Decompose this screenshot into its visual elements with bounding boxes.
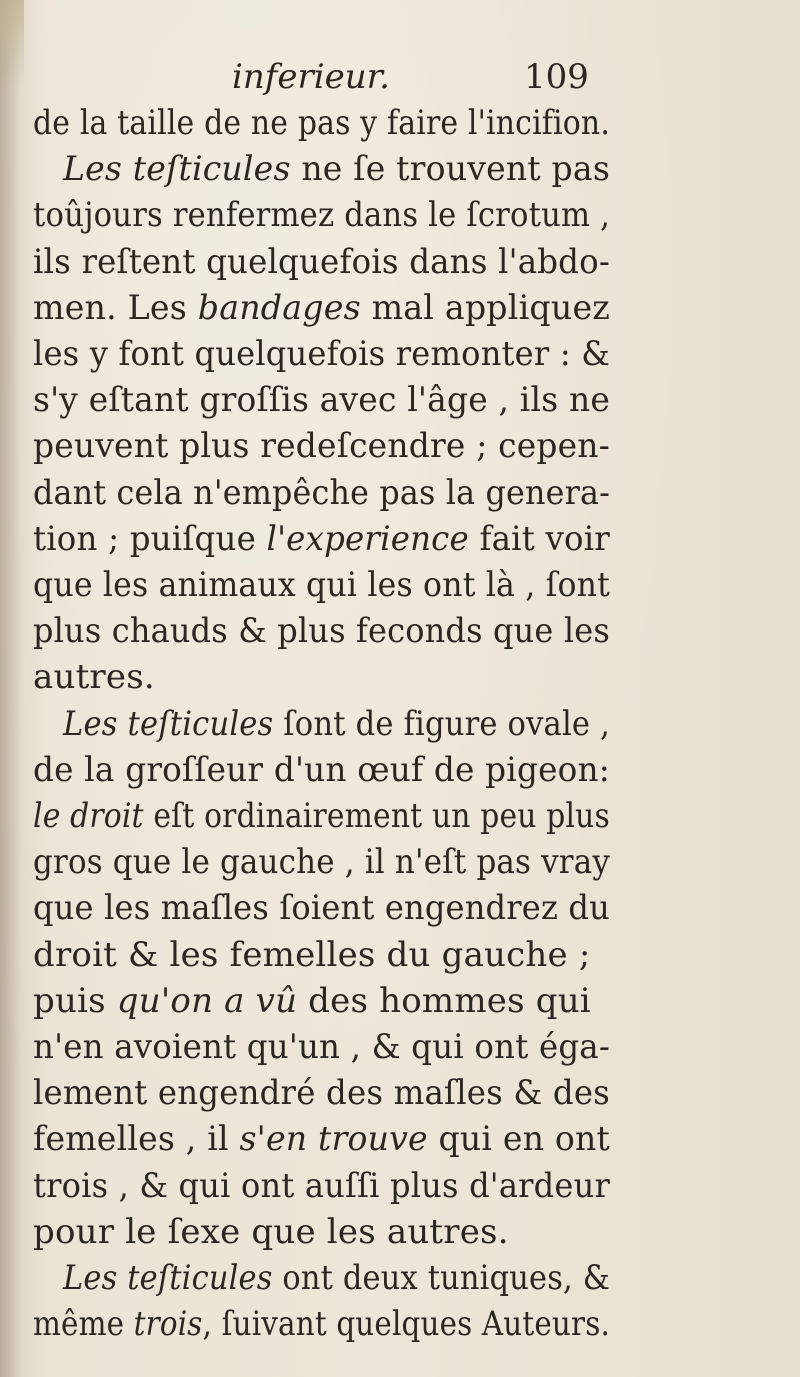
- text-line: [33, 377, 610, 423]
- text-line: [63, 146, 610, 192]
- text-segment: de la groſſeur d'un œuf de pigeon:: [33, 749, 610, 790]
- text-segment: tion ; puiſque: [33, 518, 267, 559]
- italic-text: Les teſticules: [63, 1258, 273, 1298]
- text-segment: ſont de figure ovale ,: [273, 703, 610, 744]
- text-line: [33, 1301, 610, 1347]
- text-line: [33, 423, 610, 469]
- spine-shadow: [0, 0, 22, 1377]
- text-segment: ils reſtent quelquefois dans l'abdo-: [33, 241, 610, 282]
- text-segment: ne ſe trouvent pas: [290, 149, 611, 190]
- text-segment: n'en avoient qu'un , & qui ont éga-: [33, 1027, 611, 1067]
- text-segment: peuvent plus redeſcendre ; cepen-: [33, 426, 610, 467]
- italic-text: qu'on a vû: [116, 980, 298, 1021]
- page-number: 109: [524, 57, 589, 97]
- text-line: [33, 839, 610, 885]
- text-line: [33, 239, 610, 285]
- text-segment: trois , & qui ont auſſi plus d'ardeur: [33, 1165, 610, 1206]
- text-segment: qui en ont: [427, 1119, 610, 1160]
- running-head: inferieur.: [232, 57, 390, 97]
- text-segment: puis: [33, 980, 117, 1021]
- text-segment: eſt ordinairement un peu plus: [143, 796, 610, 836]
- text-line: [33, 793, 610, 839]
- text-segment: même: [33, 1304, 134, 1345]
- italic-text: trois: [133, 1304, 203, 1345]
- italic-text: Les teſticules: [63, 149, 291, 190]
- text-line: [63, 1255, 610, 1301]
- text-line: [33, 192, 610, 238]
- text-segment: des hommes qui: [297, 980, 591, 1021]
- text-segment: ont deux tuniques, &: [272, 1258, 611, 1298]
- text-segment: lement engendré des maſles & des: [33, 1073, 611, 1114]
- text-segment: dant cela n'empêche pas la genera-: [33, 472, 611, 513]
- text-line: [33, 747, 610, 793]
- text-segment: femelles , il: [33, 1119, 240, 1160]
- text-line: [33, 978, 591, 1024]
- text-line: [33, 470, 610, 516]
- italic-text: Les teſticules: [63, 703, 274, 744]
- text-segment: toûjours renfermez dans le ſcrotum ,: [33, 195, 611, 236]
- text-segment: que les maſles ſoient engendrez du: [33, 888, 610, 929]
- text-line: [33, 608, 610, 654]
- italic-text: l'experience: [266, 518, 469, 559]
- text-line: [33, 562, 610, 608]
- italic-text: bandages: [197, 287, 361, 328]
- text-segment: mal appliquez: [360, 287, 611, 328]
- text-segment: s'y eſtant groſſis avec l'âge , ils ne: [33, 380, 610, 421]
- text-line: [33, 1024, 610, 1070]
- text-line: [33, 285, 610, 331]
- text-line: [33, 516, 610, 562]
- text-segment: fait voir: [468, 518, 610, 559]
- text-line: [33, 1116, 610, 1162]
- text-segment: les y font quelquefois remonter : &: [33, 334, 611, 374]
- text-line: [33, 331, 610, 377]
- text-line: [33, 1070, 610, 1116]
- italic-text: le droit: [33, 796, 144, 836]
- text-segment: droit & les femelles du gauche ;: [33, 934, 591, 975]
- text-segment: gros que le gauche , il n'eſt pas vray: [33, 842, 611, 883]
- italic-text: s'en trouve: [239, 1119, 428, 1160]
- text-segment: plus chauds & plus feconds que les: [33, 611, 611, 652]
- text-segment: autres.: [33, 657, 155, 698]
- page-header: [0, 52, 800, 102]
- text-segment: de la taille de ne pas y faire l'incifion.: [33, 103, 611, 143]
- text-line: [33, 1209, 509, 1255]
- text-line: [33, 885, 610, 931]
- text-segment: , ſuivant quelques Auteurs.: [202, 1304, 610, 1345]
- text-line: [33, 1163, 610, 1209]
- text-segment: pour le ſexe que les autres.: [33, 1211, 509, 1252]
- text-segment: men. Les: [33, 287, 198, 328]
- text-segment: que les animaux qui les ont là , ſont: [33, 565, 610, 605]
- text-line: [33, 654, 155, 700]
- text-line: [33, 100, 610, 146]
- text-line: [33, 932, 590, 978]
- text-line: [63, 701, 610, 747]
